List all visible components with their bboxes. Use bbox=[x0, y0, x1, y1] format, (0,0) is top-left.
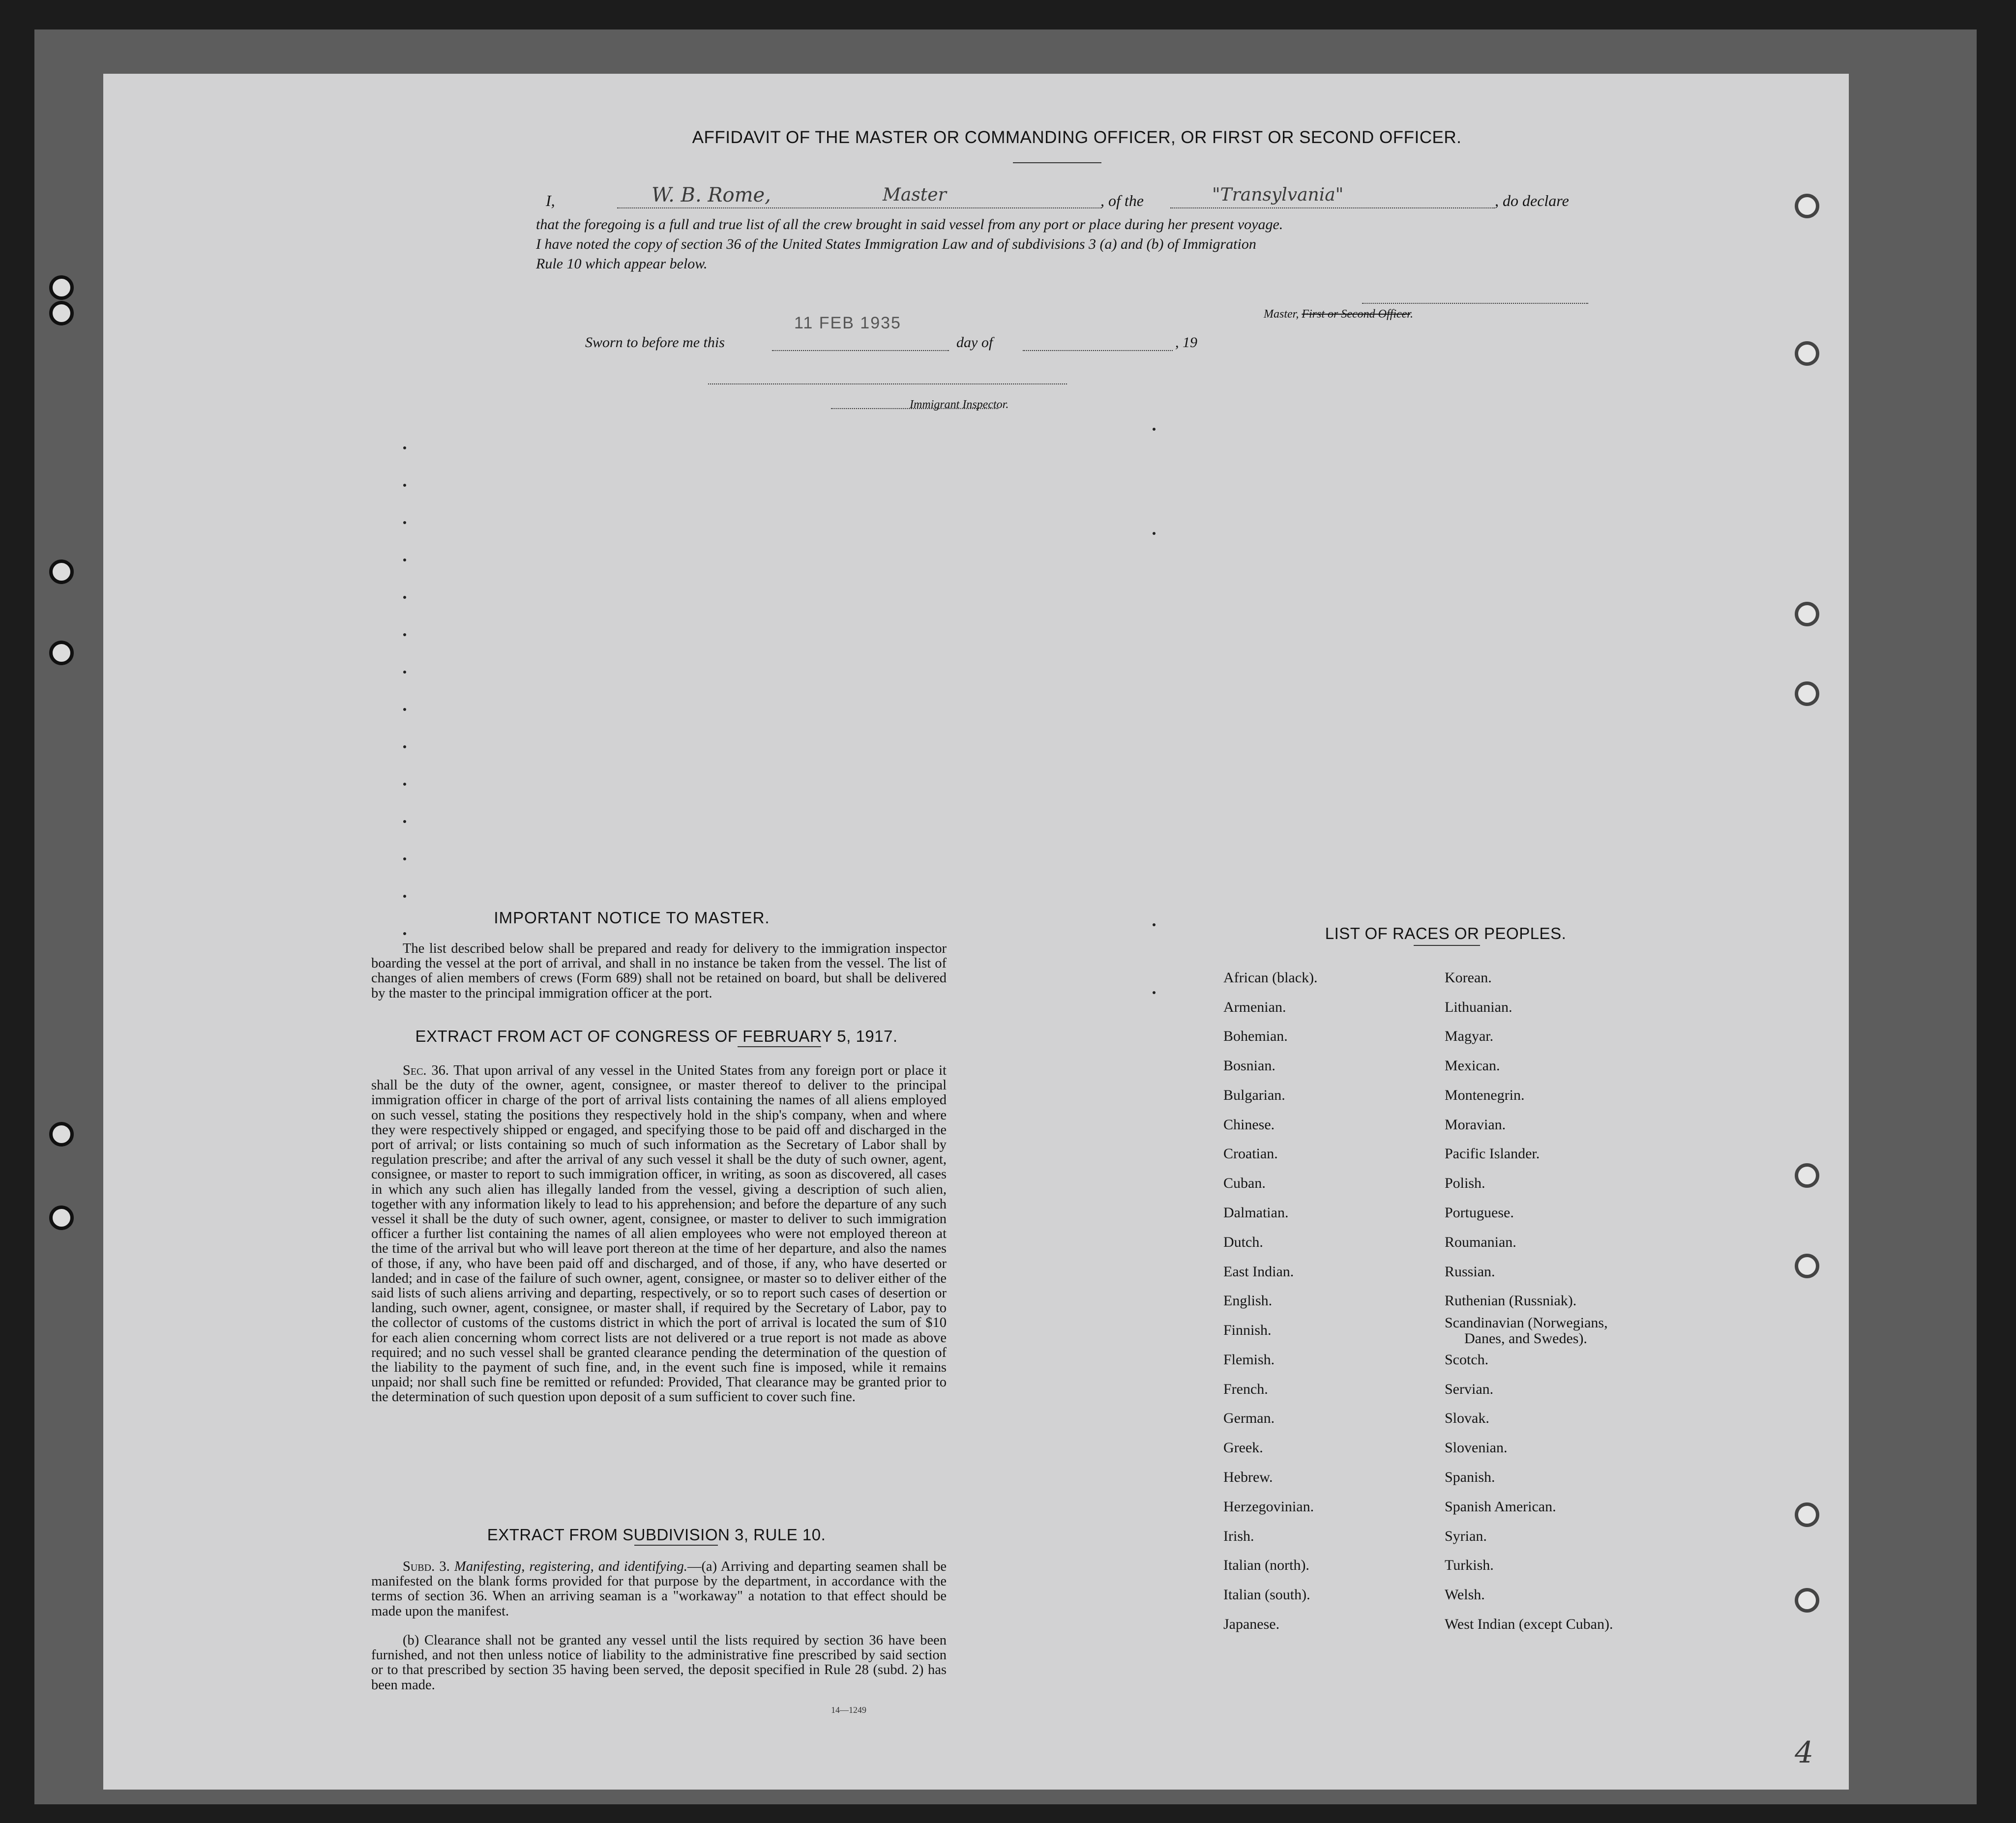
race-left-item: Bosnian. bbox=[1223, 1058, 1275, 1074]
affidavit-line4: Rule 10 which appear below. bbox=[536, 256, 708, 272]
binder-hole bbox=[49, 275, 74, 300]
affidavit-do-declare: , do declare bbox=[1495, 192, 1569, 209]
signature-struck-officer: First or Second Officer bbox=[1302, 308, 1410, 321]
race-left-item: Italian (south). bbox=[1223, 1587, 1310, 1603]
extract-rule-para-a-text: —(a) Arriving and departing seamen shall be manifested on the blank forms provided for that purpose by the department, in accordance with the terms of section 36. When an arriving seaman is a "workaway" a notation to that effect should be made upon the manifest. bbox=[371, 1559, 947, 1619]
race-right-item: Portuguese. bbox=[1445, 1205, 1514, 1221]
race-left-item: Croatian. bbox=[1223, 1146, 1278, 1162]
extract-rule-underline bbox=[634, 1545, 718, 1546]
race-right-item: Spanish American. bbox=[1445, 1499, 1556, 1515]
sworn-month-rule bbox=[1023, 350, 1173, 351]
races-title-underline bbox=[1414, 945, 1480, 946]
extract-rule-para-b: (b) Clearance shall not be granted any vessel until the lists required by section 36 have been furnished, and not then unless notice of liability to the administrative fine prescribed by said section or to that prescribed by section 35 having been served, the deposit specified in Rule 28 (subd. 2) has been made. bbox=[371, 1633, 947, 1693]
dot-mark bbox=[403, 596, 406, 599]
document-page bbox=[103, 74, 1849, 1790]
race-right-item: Magyar. bbox=[1445, 1028, 1494, 1044]
race-left-item: French. bbox=[1223, 1381, 1268, 1397]
dot-mark bbox=[403, 671, 406, 674]
race-right-continuation: Danes, and Swedes). bbox=[1464, 1330, 1587, 1347]
dot-mark bbox=[1153, 428, 1156, 431]
affidavit-line3: I have noted the copy of section 36 of the United States Immigration Law and of subdivisions 3 (a) and (b) of Immigration bbox=[536, 236, 1256, 252]
vessel-name[interactable]: "Transylvania" bbox=[1212, 185, 1344, 205]
binder-hole bbox=[49, 301, 74, 325]
race-right-item: Ruthenian (Russniak). bbox=[1445, 1293, 1577, 1309]
dot-mark bbox=[403, 708, 406, 711]
race-left-item: Hebrew. bbox=[1223, 1469, 1273, 1485]
race-left-item: Flemish. bbox=[1223, 1352, 1275, 1368]
race-right-item: Moravian. bbox=[1445, 1117, 1506, 1133]
binder-hole bbox=[49, 559, 74, 584]
sworn-year: , 19 bbox=[1175, 334, 1197, 351]
sworn-day-of: day of bbox=[956, 334, 993, 351]
inspector-rule-1 bbox=[708, 383, 1067, 384]
race-left-item: German. bbox=[1223, 1410, 1275, 1426]
affidavit-title: AFFIDAVIT OF THE MASTER OR COMMANDING OFFICER, OR FIRST OR SECOND OFFICER. bbox=[692, 128, 1462, 147]
notice-body: The list described below shall be prepared and ready for delivery to the immigration inspector boarding the vessel at the port of arrival, and shall in no instance be taken from the vessel. The list of changes of alien members of crews (Form 689) shall not be retained on board, but shall be delivered by the master to the principal immigration officer at the port. bbox=[371, 941, 947, 1001]
extract-rule-title: EXTRACT FROM SUBDIVISION 3, RULE 10. bbox=[487, 1526, 826, 1544]
page-hole bbox=[1795, 1502, 1819, 1527]
races-title: LIST OF RACES OR PEOPLES. bbox=[1325, 924, 1567, 942]
notice-title: IMPORTANT NOTICE TO MASTER. bbox=[494, 909, 770, 927]
dot-mark bbox=[403, 633, 406, 636]
master-name[interactable]: W. B. Rome, bbox=[652, 184, 771, 206]
race-right-item: Spanish. bbox=[1445, 1469, 1495, 1485]
vessel-rule bbox=[1170, 207, 1495, 208]
binder-hole bbox=[49, 1122, 74, 1147]
page-hole bbox=[1795, 681, 1819, 706]
race-left-item: Dutch. bbox=[1223, 1234, 1263, 1250]
race-right-item: Mexican. bbox=[1445, 1058, 1500, 1074]
dot-mark bbox=[1153, 532, 1156, 535]
dot-mark bbox=[403, 484, 406, 487]
race-left-item: Irish. bbox=[1223, 1528, 1254, 1544]
race-left-item: Dalmatian. bbox=[1223, 1205, 1289, 1221]
race-right-item: Korean. bbox=[1445, 970, 1492, 986]
dot-mark bbox=[403, 446, 406, 449]
extract-act-text: That upon arrival of any vessel in the United States from any foreign port or place it shall be the duty of the owner, agent, consignee, or master thereof to deliver to the principal immigration officer in charge of the port of arrival lists containing the names of all aliens employed on such vessel, stating the positions they respectively hold in the ship's company, when and where they were respectively shipped or engaged, and specifying those to be paid off and discharged in the port of arrival; or lists containing so much of such information as the Secretary of Labor shall by regulation prescribe; and after the arrival of any such vessel it shall be the duty of such owner, agent, consignee, or master to report to such immigration officer, in writing, as soon as discovered, all cases in which any such alien has illegally landed from the vessel, giving a description of such alien, together with any information likely to lead to his apprehension; and before the departure of any such vessel it shall be the duty of such owner, agent, consignee, or master to deliver to such immigration officer a further list containing the names of all alien employees who were not employed thereon at the time of the arrival but who will leave port thereon at the time of her departure, and also the names of those, if any, who have been paid off and discharged, and of those, if any, who have deserted or landed; and in case of the failure of such owner, agent, consignee, or master so to deliver either of the said lists of such aliens arriving and departing, respectively, or so to report such cases of desertion or landing, such owner, agent, consignee, or master shall, if required by the Secretary of Labor, pay to the collector of customs of the customs district in which the port of arrival is located the sum of $10 for each alien concerning whom correct lists are not delivered or a true report is not made as above required; and no such vessel shall be granted clearance pending the determination of the question of the liability to the payment of such fine, and, in the event such fine is imposed, while it remains unpaid; nor shall such fine be remitted or refunded: Provided, That clearance may be granted prior to the determination of such question upon deposit of a sum sufficient to cover such fine. bbox=[371, 1063, 947, 1405]
extract-rule-subd-label: Subd. 3. bbox=[403, 1559, 450, 1574]
race-right-item: Syrian. bbox=[1445, 1528, 1487, 1544]
inspector-label: Immigrant Inspector. bbox=[910, 398, 1009, 411]
race-right-item: Polish. bbox=[1445, 1175, 1485, 1191]
race-left-item: East Indian. bbox=[1223, 1264, 1294, 1280]
binder-hole bbox=[49, 1206, 74, 1230]
race-left-item: Finnish. bbox=[1223, 1322, 1272, 1338]
race-right-item: Lithuanian. bbox=[1445, 999, 1512, 1015]
dot-mark bbox=[403, 783, 406, 786]
signature-end: . bbox=[1410, 308, 1413, 321]
extract-act-body bbox=[371, 1063, 947, 1405]
race-right-item: Roumanian. bbox=[1445, 1234, 1516, 1250]
race-right-item: West Indian (except Cuban). bbox=[1445, 1616, 1613, 1632]
race-right-item: Turkish. bbox=[1445, 1557, 1494, 1573]
extract-rule-subd-heading: Manifesting, registering, and identifying. bbox=[454, 1559, 687, 1574]
race-left-item: Chinese. bbox=[1223, 1117, 1275, 1133]
affidavit-of-the: , of the bbox=[1100, 192, 1144, 209]
extract-act-sec-label: Sec. 36. bbox=[403, 1063, 449, 1078]
race-right-item: Welsh. bbox=[1445, 1587, 1485, 1603]
dot-mark bbox=[403, 895, 406, 898]
race-right-item: Pacific Islander. bbox=[1445, 1146, 1540, 1162]
dot-mark bbox=[403, 521, 406, 524]
race-right-item: Scotch. bbox=[1445, 1352, 1489, 1368]
race-left-item: Italian (north). bbox=[1223, 1557, 1309, 1573]
dot-mark bbox=[403, 820, 406, 823]
race-left-item: African (black). bbox=[1223, 970, 1318, 986]
race-left-item: Armenian. bbox=[1223, 999, 1286, 1015]
dot-mark bbox=[403, 857, 406, 860]
race-right-item: Scandinavian (Norwegians, bbox=[1445, 1315, 1608, 1331]
page-hole bbox=[1795, 194, 1819, 218]
dot-mark bbox=[1153, 923, 1156, 926]
stamp-date: 11 FEB 1935 bbox=[794, 314, 901, 332]
race-left-item: Bulgarian. bbox=[1223, 1087, 1285, 1103]
page-hole bbox=[1795, 341, 1819, 366]
race-left-item: English. bbox=[1223, 1293, 1273, 1309]
extract-rule-para-a bbox=[371, 1559, 947, 1619]
race-right-item: Slovenian. bbox=[1445, 1440, 1508, 1456]
race-right-item: Slovak. bbox=[1445, 1410, 1489, 1426]
race-left-item: Cuban. bbox=[1223, 1175, 1266, 1191]
master-rank[interactable]: Master bbox=[883, 185, 947, 205]
race-left-item: Bohemian. bbox=[1223, 1028, 1288, 1044]
dot-mark bbox=[1153, 991, 1156, 994]
title-underline bbox=[1013, 162, 1101, 163]
dot-mark bbox=[403, 745, 406, 748]
race-right-item: Servian. bbox=[1445, 1381, 1494, 1397]
race-left-item: Greek. bbox=[1223, 1440, 1263, 1456]
sworn-day-rule bbox=[772, 350, 949, 351]
form-number: 14—1249 bbox=[831, 1705, 866, 1715]
sworn-text: Sworn to before me this bbox=[585, 334, 725, 351]
name-rule bbox=[617, 207, 1101, 208]
binder-hole bbox=[49, 641, 74, 665]
page-hole bbox=[1795, 1254, 1819, 1278]
race-left-item: Japanese. bbox=[1223, 1616, 1280, 1632]
signature-master-label: Master, bbox=[1264, 308, 1299, 321]
race-right-item: Russian. bbox=[1445, 1264, 1495, 1280]
page-hole bbox=[1795, 602, 1819, 626]
race-left-item: Herzegovinian. bbox=[1223, 1499, 1314, 1515]
dot-mark bbox=[403, 932, 406, 935]
page-number-mark: 4 bbox=[1795, 1735, 1814, 1770]
signature-rule bbox=[1362, 303, 1588, 304]
page-hole bbox=[1795, 1163, 1819, 1188]
affidavit-line2: that the foregoing is a full and true list of all the crew brought in said vessel from any port or place during her present voyage. bbox=[536, 216, 1283, 233]
dot-mark bbox=[403, 559, 406, 561]
signature-label bbox=[1264, 308, 1413, 321]
extract-act-title: EXTRACT FROM ACT OF CONGRESS OF FEBRUARY 5, 1917. bbox=[415, 1027, 898, 1045]
extract-act-underline bbox=[738, 1046, 821, 1047]
page-hole bbox=[1795, 1588, 1819, 1613]
affidavit-line1-i: I, bbox=[546, 192, 555, 209]
race-right-item: Montenegrin. bbox=[1445, 1087, 1525, 1103]
